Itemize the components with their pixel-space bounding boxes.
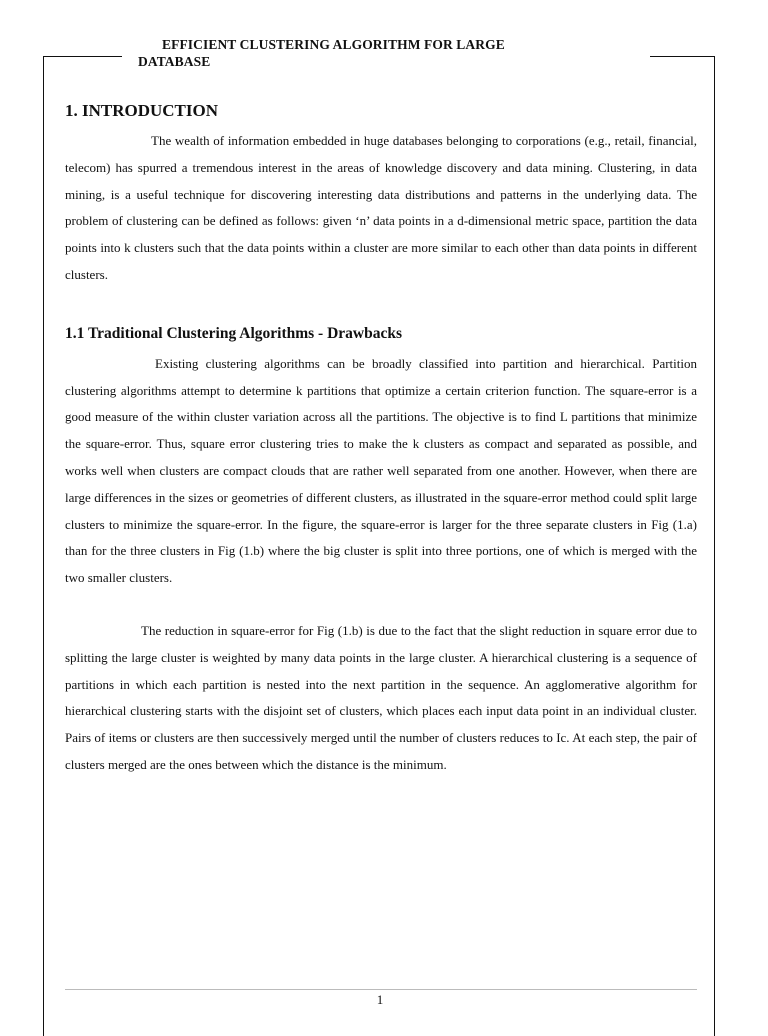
introduction-paragraph: The wealth of information embedded in huge databases belonging to corporations (e.g., retail, financial, telecom) has spurred a tremendous interest in the areas of knowledge discovery and data mining. Clustering, in data mining, is a useful technique for discovering interesting data distributions and patterns in the underlying data. The problem of clustering can be defined as follows: given ‘n’ data points in a d-dimensional metric space, partition the data points into k clusters such that the data points within a cluster are more similar to each other than data points in different clusters.	[65, 133, 697, 282]
traditional-clustering-paragraph-1: Existing clustering algorithms can be broadly classified into partition and hierarchical. Partition clustering algorithms attempt to determine k partitions that optimize a certain criterion function. The square-error is a good measure of the within cluster variation across all the partitions. The objective is to find L partitions that minimize the square-error. Thus, square error clustering tries to make the k clusters as compact and separated as possible, and works well when clusters are compact clouds that are rather well separated from one another. However, when there are large differences in the sizes or geometries of different clusters, as illustrated in the square-error method could split large clusters to minimize the square-error. In the figure, the square-error is larger for the three separate clusters in Fig (1.a) than for the three clusters in Fig (1.b) where the big cluster is split into three portions, one of which is merged with the two smaller clusters.	[65, 355, 697, 586]
page-border-top-right	[650, 56, 715, 57]
header-title-line2: DATABASE	[138, 54, 211, 69]
page-content	[65, 96, 697, 779]
footer-divider	[65, 989, 697, 990]
introduction-heading: 1. INTRODUCTION	[65, 101, 219, 120]
traditional-clustering-paragraph-2: The reduction in square-error for Fig (1.b) is due to the fact that the slight reduction in square error due to splitting the large cluster is weighted by many data points in the large cluster. A hierarchical clustering is a sequence of partitions in which each partition is nested into the next partition in the sequence. An agglomerative algorithm for hierarchical clustering starts with the disjoint set of clusters, which places each input data point in an individual cluster. Pairs of items or clusters are then successively merged until the number of clusters reduces to Ic. At each step, the pair of clusters merged are the ones between which the distance is the minimum.	[65, 622, 697, 772]
page-border-right	[714, 56, 715, 1036]
traditional-clustering-heading: 1.1 Traditional Clustering Algorithms - Drawbacks	[65, 324, 402, 342]
page-number: 1	[376, 992, 384, 1007]
page-header	[138, 36, 578, 70]
header-title-line1: EFFICIENT CLUSTERING ALGORITHM FOR LARGE	[162, 37, 505, 52]
page-border-top-left	[43, 56, 122, 57]
page-border-left	[43, 56, 44, 1036]
